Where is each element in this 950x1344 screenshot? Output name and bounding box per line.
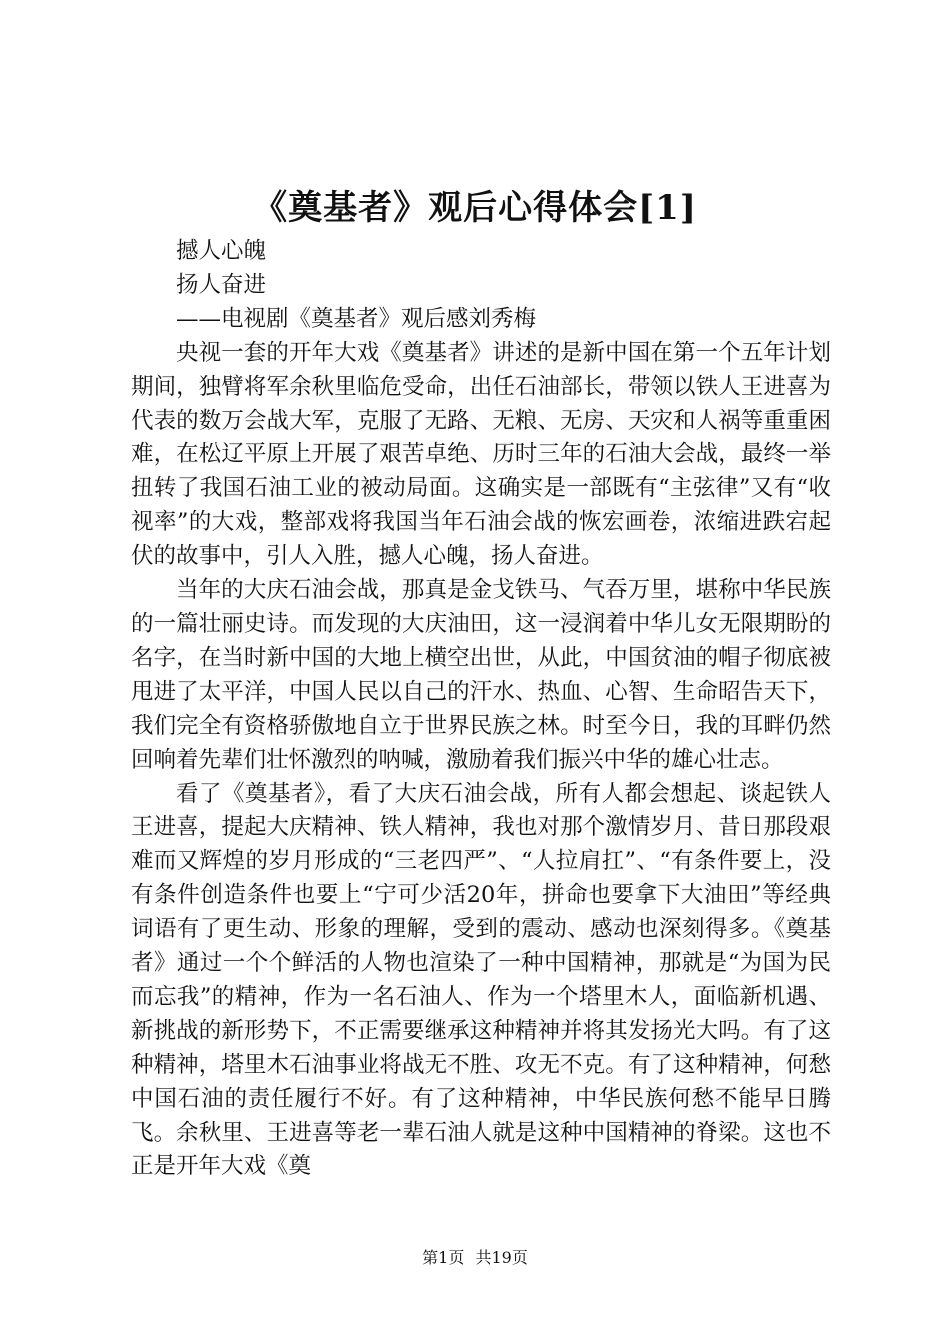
body-paragraph: 当年的大庆石油会战，那真是金戈铁马、气吞万里，堪称中华民族的一篇壮丽史诗。而发现的大庆油田，这一浸润着中华儿女无限期盼的名字，在当时新中国的大地上横空出世，从此，中国贫油的帽子彻底被甩进了太平洋，中国人民以自己的汗水、热血、心智、生命昭告天下，我们完全有资格骄傲地自立于世界民族之林。时至今日，我的耳畔仍然回响着先辈们壮怀激烈的呐喊，激励着我们振兴中华的雄心壮志。 [131, 577, 831, 773]
page-footer [0, 1247, 950, 1269]
document-title: 《奠基者》观后心得体会[1] [253, 188, 697, 228]
page-total: 共19页 [475, 1248, 528, 1267]
page-number: 第1页 [422, 1248, 465, 1267]
byline: ——电视剧《奠基者》观后感刘秀梅 [176, 305, 537, 332]
body-paragraph: 看了《奠基者》，看了大庆石油会战，所有人都会想起、谈起铁人王进喜，提起大庆精神、铁人精神，我也对那个激情岁月、昔日那段艰难而又辉煌的岁月形成的“三老四严”、“人拉肩扛”、“有条件要上，没有条件创造条件也要上“宁可少活20年，拼命也要拿下大油田”等经典词语有了更生动、形象的理解，受到的震动、感动也深刻得多。《奠基者》通过一个个鲜活的人物也渲染了一种中国精神，那就是“为国为民而忘我”的精神，作为一名石油人、作为一个塔里木人，面临新机遇、新挑战的新形势下，不正需要继承这种精神并将其发扬光大吗。有了这种精神，塔里木石油事业将战无不胜、攻无不克。有了这种精神，何愁中国石油的责任履行不好。有了这种精神，中华民族何愁不能早日腾飞。余秋里、王进喜等老一辈石油人就是这种中国精神的脊梁。这也不正是开年大戏《奠 [131, 780, 831, 1180]
subtitle-line-2: 扬人奋进 [176, 271, 267, 298]
body-paragraph: 央视一套的开年大戏《奠基者》讲述的是新中国在第一个五年计划期间，独臂将军余秋里临危受命，出任石油部长，带领以铁人王进喜为代表的数万会战大军，克服了无路、无粮、无房、天灾和人祸等重重困难，在松辽平原上开展了艰苦卓绝、历时三年的石油大会战，最终一举扭转了我国石油工业的被动局面。这确实是一部既有“主弦律”又有“收视率”的大戏，整部戏将我国当年石油会战的恢宏画卷，浓缩进跌宕起伏的故事中，引人入胜，撼人心魄，扬人奋进。 [131, 339, 831, 570]
subtitle-line-1: 撼人心魄 [176, 238, 267, 264]
document-body [131, 235, 831, 1184]
